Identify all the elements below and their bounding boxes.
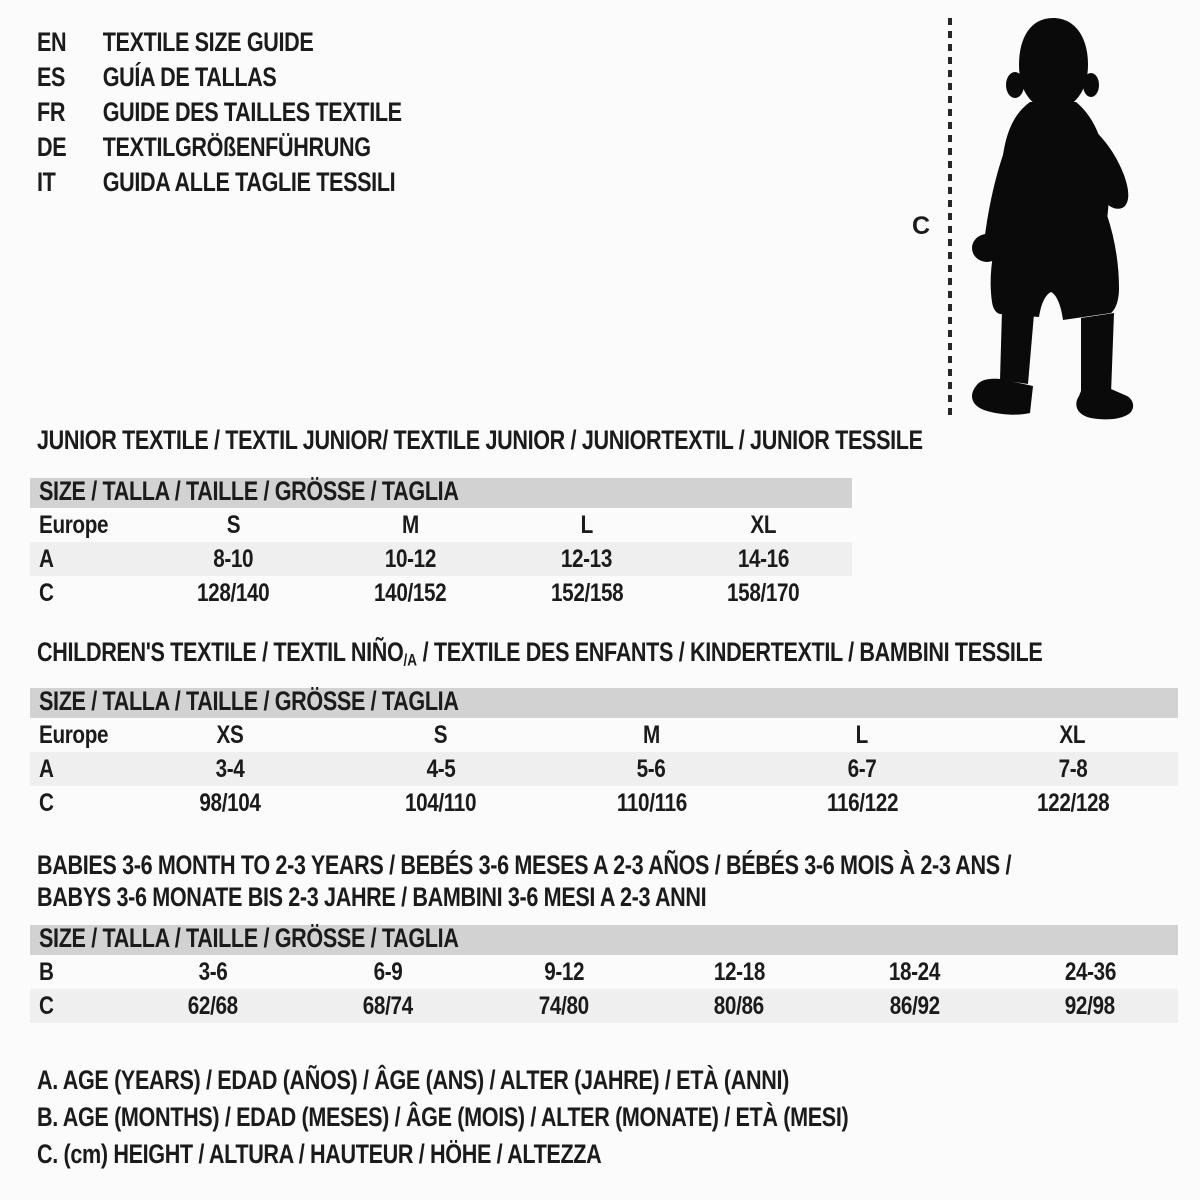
size-cell: S: [226, 509, 241, 539]
size-header-band: SIZE / TALLA / TAILLE / GRÖSSE / TAGLIA: [30, 478, 852, 508]
nino-a-subscript: /A: [403, 651, 417, 670]
language-code: FR: [37, 98, 66, 128]
language-title: TEXTILGRÖßENFÜHRUNG: [102, 133, 371, 163]
row-label: A: [39, 543, 54, 573]
row-label: B: [39, 956, 54, 986]
value-cell: 14-16: [738, 543, 790, 573]
value-cell: 128/140: [197, 577, 270, 607]
table-row-height: [30, 786, 1178, 820]
table-row-age: [30, 752, 1178, 786]
row-label: Europe: [39, 509, 109, 539]
value-cell: 158/170: [727, 577, 800, 607]
babies-section-title: BABIES 3-6 MONTH TO 2-3 YEARS / BEBÉS 3-6 MESES A 2-3 AÑOS / BÉBÉS 3-6 MOIS À 2-3 ANS / BABYS 3-6 MONATE BIS 2-3 JAHRE / BAMBINI 3-6 MESI A 2-3 ANNI: [37, 850, 1012, 913]
size-cell: M: [643, 719, 660, 749]
value-cell: 92/98: [1065, 990, 1116, 1020]
value-cell: 9-12: [543, 956, 584, 986]
value-cell: 152/158: [550, 577, 624, 607]
legend-height-cm: C. (cm) HEIGHT / ALTURA / HAUTEUR / HÖHE / ALTEZZA: [37, 1140, 602, 1170]
language-code: IT: [37, 168, 56, 198]
language-row-de: [37, 135, 442, 170]
size-header-band: SIZE / TALLA / TAILLE / GRÖSSE / TAGLIA: [30, 925, 1178, 955]
value-cell: 98/104: [199, 787, 261, 817]
value-cell: 3-4: [215, 753, 245, 783]
value-cell: 116/122: [826, 787, 898, 817]
value-cell: 6-9: [373, 956, 403, 986]
size-cell: L: [580, 509, 594, 539]
language-code: EN: [37, 28, 67, 58]
table-row-europe: [30, 718, 1178, 752]
language-code: DE: [37, 133, 67, 163]
junior-section-title: JUNIOR TEXTILE / TEXTIL JUNIOR/ TEXTILE JUNIOR / JUNIORTEXTIL / JUNIOR TESSILE: [37, 426, 923, 456]
language-code: ES: [37, 63, 66, 93]
value-cell: 7-8: [1058, 753, 1088, 783]
value-cell: 3-6: [198, 956, 228, 986]
value-cell: 24-36: [1064, 956, 1116, 986]
legend-age-years: A. AGE (YEARS) / EDAD (AÑOS) / ÂGE (ANS) / ALTER (JAHRE) / ETÀ (ANNI): [37, 1066, 789, 1096]
value-cell: 74/80: [538, 990, 589, 1020]
height-measure-dashed-line: [948, 18, 952, 416]
value-cell: 4-5: [426, 753, 456, 783]
language-row-it: [37, 170, 442, 205]
toddler-silhouette: [960, 12, 1145, 424]
value-cell: 68/74: [363, 990, 414, 1020]
value-cell: 12-13: [561, 543, 613, 573]
language-row-fr: [37, 100, 442, 135]
row-label: A: [39, 753, 54, 783]
row-label: C: [39, 787, 54, 817]
value-cell: 18-24: [889, 956, 941, 986]
size-header-band: SIZE / TALLA / TAILLE / GRÖSSE / TAGLIA: [30, 688, 1178, 718]
children-section-title: CHILDREN'S TEXTILE / TEXTIL NIÑO/A / TEXTILE DES ENFANTS / KINDERTEXTIL / BAMBINI TESSILE: [37, 637, 1043, 670]
children-size-table: [30, 688, 1178, 820]
language-title: GUIDE DES TAILLES TEXTILE: [102, 98, 402, 128]
table-row-height: [30, 576, 852, 610]
row-label: C: [39, 990, 54, 1020]
table-row-months: [30, 955, 1178, 989]
language-row-en: [37, 30, 442, 65]
value-cell: 12-18: [713, 956, 765, 986]
value-cell: 8-10: [213, 543, 254, 573]
junior-size-table: [30, 478, 852, 610]
language-row-es: [37, 65, 442, 100]
value-cell: 86/92: [889, 990, 940, 1020]
value-cell: 104/110: [405, 787, 477, 817]
value-cell: 62/68: [187, 990, 238, 1020]
height-measure-label: C: [912, 212, 931, 240]
row-label: Europe: [39, 719, 109, 749]
value-cell: 10-12: [384, 543, 436, 573]
size-cell: S: [434, 719, 448, 749]
size-cell: XL: [1059, 719, 1086, 749]
value-cell: 140/152: [373, 577, 447, 607]
size-cell: XS: [216, 719, 244, 749]
row-label: C: [39, 577, 54, 607]
language-title: TEXTILE SIZE GUIDE: [102, 28, 314, 58]
language-title: GUIDA ALLE TAGLIE TESSILI: [102, 168, 396, 198]
legend-age-months: B. AGE (MONTHS) / EDAD (MESES) / ÂGE (MOIS) / ALTER (MONATE) / ETÀ (MESI): [37, 1103, 849, 1133]
value-cell: 80/86: [714, 990, 765, 1020]
babies-size-table: [30, 925, 1178, 1023]
value-cell: 6-7: [847, 753, 877, 783]
value-cell: 5-6: [637, 753, 666, 783]
language-title-list: [37, 30, 442, 205]
table-row-height: [30, 989, 1178, 1023]
table-row-europe: [30, 508, 852, 542]
size-cell: M: [401, 509, 419, 539]
size-cell: XL: [750, 509, 777, 539]
measurement-legend: [37, 1068, 938, 1179]
language-title: GUÍA DE TALLAS: [102, 63, 277, 93]
value-cell: 110/116: [616, 787, 687, 817]
value-cell: 122/128: [1036, 787, 1109, 817]
table-row-age: [30, 542, 852, 576]
size-cell: L: [855, 719, 869, 749]
